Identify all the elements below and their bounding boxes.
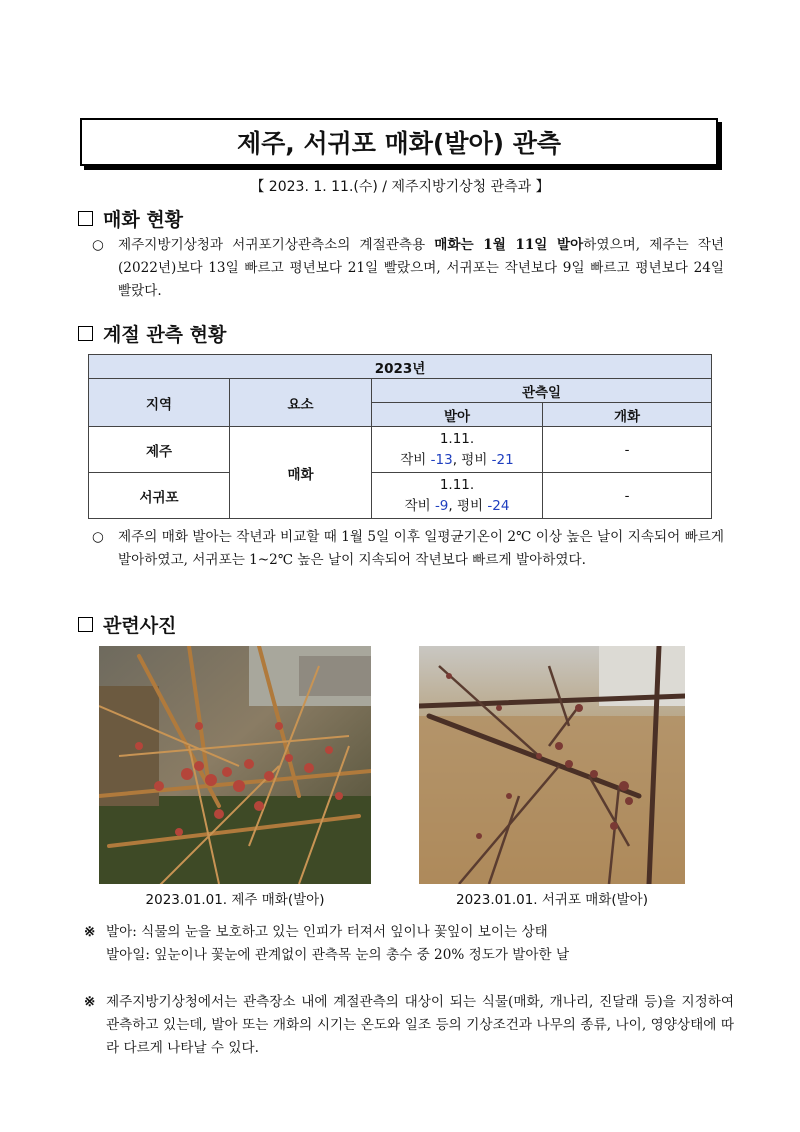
table-header-budding: 발아	[372, 403, 543, 427]
table-header-flowering: 개화	[543, 403, 712, 427]
section-heading-observation	[78, 320, 226, 347]
section-heading-photos	[78, 611, 176, 638]
note-definitions	[84, 921, 734, 967]
prev-year-diff: -9	[434, 497, 449, 514]
status-text-a: 제주지방기상청과 서귀포기상관측소의 계절관측용	[118, 237, 435, 253]
document-title: 제주, 서귀포 매화(발아) 관측	[236, 129, 562, 158]
table-cell-flowering: -	[543, 473, 712, 519]
note-observation-text: 제주지방기상청에서는 관측장소 내에 계절관측의 대상이 되는 식물(매화, 개나리, 진달래 등)을 지정하여 관측하고 있는데, 발아 또는 개화의 시기는 온도와 일조 등의 기상조건과 나무의 종류, 나이, 영양상태에 따라 다르게 나타날 수 있다.	[106, 994, 734, 1056]
table-cell-element: 매화	[230, 427, 372, 519]
table-header-region: 지역	[89, 379, 230, 427]
table-year-header: 2023년	[89, 355, 712, 379]
table-header-obs-date: 관측일	[372, 379, 712, 403]
photo1-caption: 2023.01.01. 제주 매화(발아)	[145, 892, 325, 908]
status-text-c: 하였으며, 제주는 작년(2022년)보다 13일 빠르고 평년보다 21일 빨랐으며, 서귀포는 작년보다 9일 빠르고 평년보다 24일 빨랐다.	[118, 237, 725, 299]
section-heading-status	[78, 205, 183, 232]
table-header-element: 요소	[230, 379, 372, 427]
normal-label: 평비	[457, 497, 488, 514]
compare-separator: ,	[452, 451, 462, 468]
photo-seogwipo-plum-buds	[419, 646, 685, 884]
document-subtitle: 【 2023. 1. 11.(수) / 제주지방기상청 관측과 】	[250, 179, 550, 195]
table-cell-budding	[372, 473, 543, 519]
section-heading-text: 관련사진	[103, 615, 177, 637]
observation-text: 제주의 매화 발아는 작년과 비교할 때 1월 5일 이후 일평균기온이 2℃ 이상 높은 날이 지속되어 빠르게 발아하였고, 서귀포는 1~2℃ 높은 날이 지속되어 작년보다 빠르게 발아하였다.	[118, 529, 724, 568]
prev-year-diff: -13	[430, 451, 453, 468]
checkbox-square-icon	[78, 211, 93, 226]
reference-mark-icon: ※	[84, 994, 96, 1010]
normal-diff: -24	[487, 497, 510, 514]
photo2-caption: 2023.01.01. 서귀포 매화(발아)	[456, 892, 648, 908]
table-cell-budding	[372, 427, 543, 473]
prev-year-label: 작비	[404, 497, 435, 514]
compare-separator: ,	[448, 497, 457, 514]
status-text-highlight: 매화는 1월 11일 발아	[434, 237, 584, 253]
observation-table	[88, 354, 712, 519]
table-row	[89, 473, 712, 519]
photo-jeju-plum-buds	[99, 646, 371, 884]
budding-compare	[372, 496, 542, 517]
note-budding-definition: 발아: 식물의 눈을 보호하고 있는 인피가 터져서 잎이나 꽃잎이 보이는 상태	[106, 924, 548, 940]
table-cell-region: 제주	[89, 427, 230, 473]
circle-bullet-icon: ○	[92, 529, 104, 545]
normal-label: 평비	[461, 451, 492, 468]
table-cell-flowering: -	[543, 427, 712, 473]
section-heading-text: 계절 관측 현황	[103, 324, 227, 346]
budding-compare	[372, 450, 542, 471]
checkbox-square-icon	[78, 617, 93, 632]
circle-bullet-icon: ○	[92, 237, 104, 253]
budding-date: 1.11.	[439, 476, 475, 493]
normal-diff: -21	[491, 451, 514, 468]
observation-paragraph	[92, 526, 724, 572]
budding-date: 1.11.	[439, 430, 475, 447]
note-budding-day-definition: 발아일: 잎눈이나 꽃눈에 관계없이 관측목 눈의 총수 중 20% 정도가 발아한 날	[106, 947, 570, 963]
section-heading-text: 매화 현황	[103, 209, 184, 231]
table-cell-region: 서귀포	[89, 473, 230, 519]
table-row	[89, 427, 712, 473]
note-observation-info	[84, 991, 734, 1060]
checkbox-square-icon	[78, 326, 93, 341]
document-title-box	[80, 118, 718, 166]
status-paragraph	[92, 234, 724, 303]
reference-mark-icon: ※	[84, 924, 96, 940]
prev-year-label: 작비	[400, 451, 431, 468]
